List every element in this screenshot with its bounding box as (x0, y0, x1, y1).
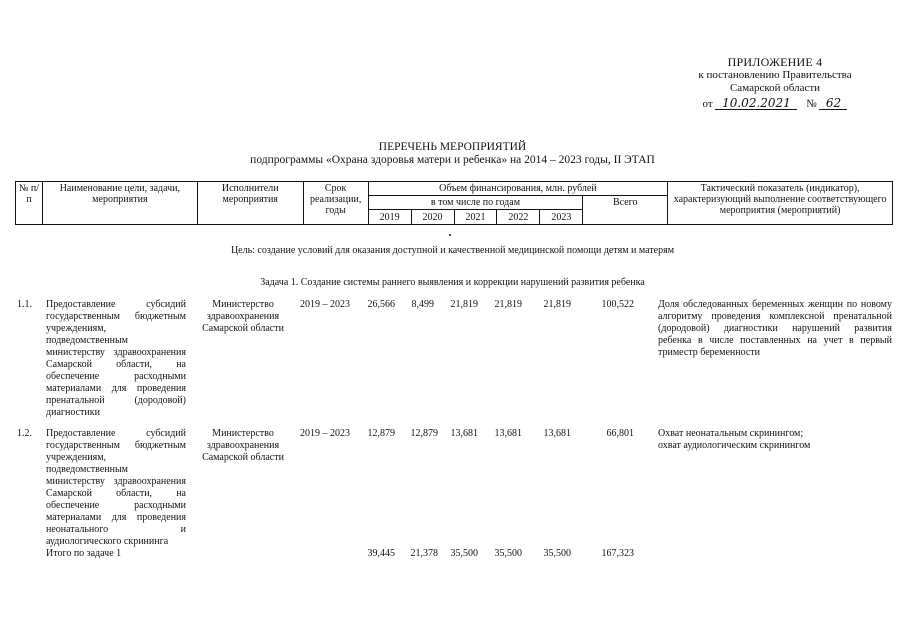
row-term: 2019 – 2023 (300, 299, 350, 310)
document-title (0, 141, 905, 167)
header-year: 2023 (540, 210, 583, 225)
number-prefix: № (806, 98, 817, 110)
handwritten-number: 62 (819, 97, 847, 110)
row-indicator: Доля обследованных беременных женщин по новому алгоритму проведения комплексной пренатальной (дородовой) диагностики нарушений развития ребенка в числе поставленных на учет в первый триместр беременности (658, 299, 892, 358)
row-indicator (658, 428, 892, 452)
row-total: 66,801 (606, 428, 634, 439)
goal-text: Цель: создание условий для оказания доступной и качественной медицинской помощи детям и матерям (230, 245, 675, 256)
total-label: Итого по задаче 1 (46, 548, 122, 559)
row-value-2023: 21,819 (543, 299, 571, 310)
row-value-2019: 26,566 (367, 299, 395, 310)
row-name: Предоставление субсидий государственным бюджетным учреждениям, подведомственным министерству здравоохранения Самарской области, на обеспечение расходными материалами для проведения неонатального и аудиологического скрининга (46, 428, 186, 547)
row-number: 1.2. (17, 428, 32, 439)
row-value-2022: 13,681 (494, 428, 522, 439)
appendix-line-1: к постановлению Правительства (698, 69, 852, 81)
row-value-2021: 13,681 (450, 428, 478, 439)
appendix-title: ПРИЛОЖЕНИЕ 4 (727, 55, 823, 69)
row-value-2021: 21,819 (450, 299, 478, 310)
title-line-2: подпрограммы «Охрана здоровья матери и ребенка» на 2014 – 2023 годы, II ЭТАП (250, 154, 655, 166)
header-by-years: в том числе по годам (368, 196, 583, 210)
title-line-1: ПЕРЕЧЕНЬ МЕРОПРИЯТИЙ (378, 141, 527, 153)
row-value-2020: 8,499 (411, 299, 434, 310)
appendix-date-line (690, 97, 860, 111)
date-prefix: от (702, 98, 713, 110)
header-funding: Объем финансирования, млн. рублей (368, 182, 668, 196)
total-grand: 167,323 (601, 548, 634, 559)
row-name: Предоставление субсидий государственным бюджетным учреждениям, подведомственным министерству здравоохранения Самарской области, на обеспечение расходными материалами для проведения пренатальной (дородовой) диагностики (46, 299, 186, 418)
scan-dot (449, 234, 451, 236)
row-value-2019: 12,879 (367, 428, 395, 439)
total-value-2020: 21,378 (410, 548, 438, 559)
header-table (15, 181, 893, 225)
indicator-line: Охват неонатальным скринингом; (658, 428, 804, 439)
indicator-line: охват аудиологическим скринингом (658, 440, 811, 451)
row-term: 2019 – 2023 (300, 428, 350, 439)
task-text: Задача 1. Создание системы раннего выявления и коррекции нарушений развития ребенка (260, 277, 645, 288)
header-year: 2020 (411, 210, 454, 225)
row-value-2020: 12,879 (410, 428, 438, 439)
header-year: 2019 (368, 210, 411, 225)
header-indicator: Тактический показатель (индикатор), характеризующий выполнение соответствующего мероприятия (мероприятий) (668, 182, 893, 225)
row-value-2022: 21,819 (494, 299, 522, 310)
row-total: 100,522 (601, 299, 634, 310)
appendix-line-2: Самарской области (729, 82, 821, 94)
row-value-2023: 13,681 (543, 428, 571, 439)
handwritten-date: 10.02.2021 (715, 97, 797, 110)
header-year: 2022 (497, 210, 540, 225)
total-value-2022: 35,500 (494, 548, 522, 559)
row-executor: Министерство здравоохранения Самарской области (202, 428, 284, 463)
header-year: 2021 (454, 210, 497, 225)
row-number: 1.1. (17, 299, 32, 310)
total-value-2023: 35,500 (543, 548, 571, 559)
header-total: Всего (583, 196, 668, 225)
row-executor: Министерство здравоохранения Самарской области (202, 299, 284, 334)
total-value-2021: 35,500 (450, 548, 478, 559)
appendix-block (690, 56, 860, 111)
total-value-2019: 39,445 (367, 548, 395, 559)
header-name: Наименование цели, задачи, мероприятия (42, 182, 197, 225)
header-num: № п/п (16, 182, 43, 225)
header-executors: Исполнители мероприятия (197, 182, 303, 225)
header-term: Срок реализации, годы (303, 182, 368, 225)
